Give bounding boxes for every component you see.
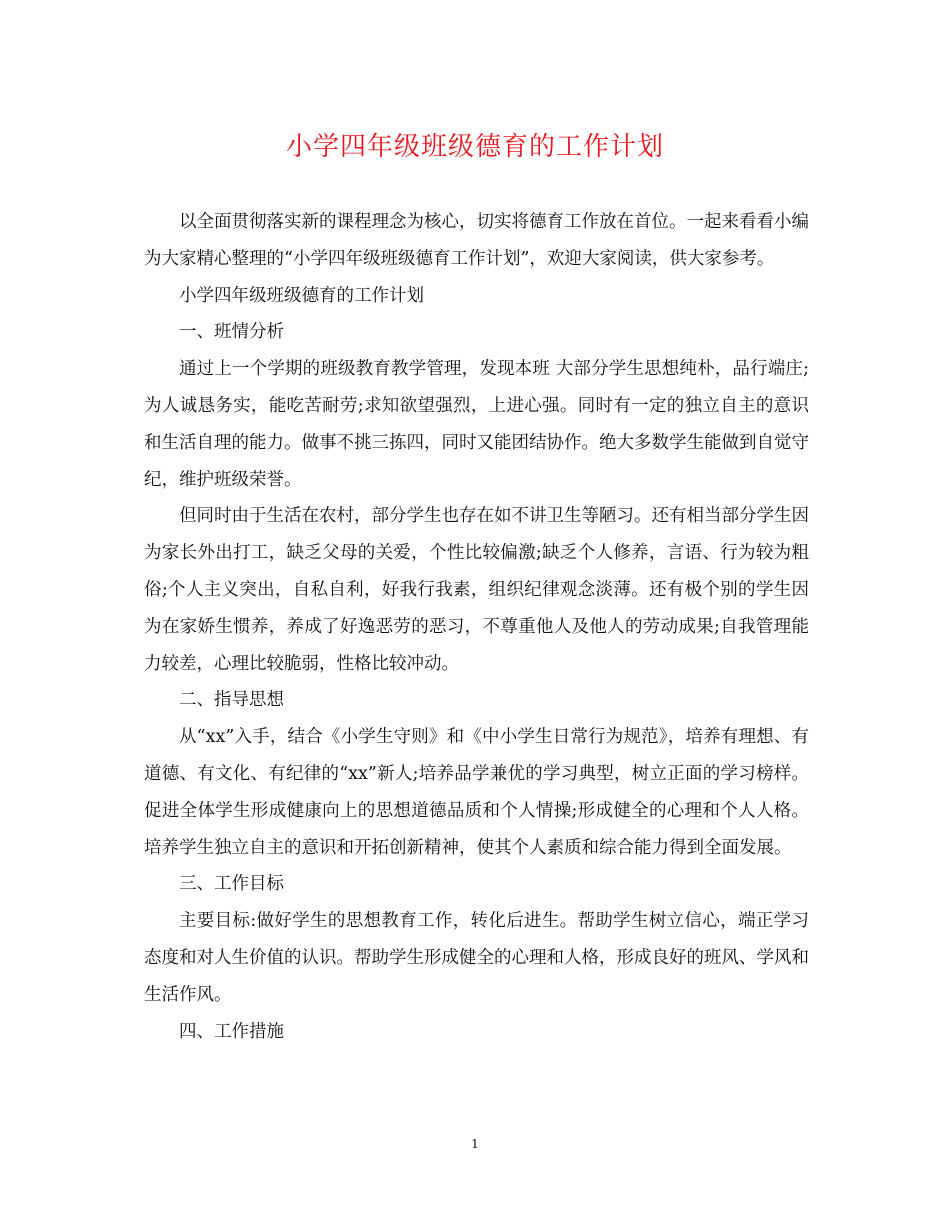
- section-heading-work-goals: 三、工作目标: [179, 874, 284, 895]
- document-body: [144, 204, 809, 1050]
- paragraph-class-analysis-1: 通过上一个学期的班级教育教学管理，发现本班 大部分学生思想纯朴，品行端庄;为人诚恳务实，能吃苦耐劳;求知欲望强烈，上进心强。同时有一定的独立自主的意识和生活自理的能力。做事不挑三拣四，同时又能团结协作。绝大多数学生能做到自觉守纪，维护班级荣誉。: [144, 359, 809, 490]
- section-heading-guiding-ideology: 二、指导思想: [179, 690, 284, 711]
- section-heading-class-analysis: 一、班情分析: [179, 322, 284, 343]
- document-title: 小学四年级班级德育的工作计划: [285, 132, 664, 162]
- paragraph-work-goals: 主要目标:做好学生的思想教育工作，转化后进生。帮助学生树立信心，端正学习态度和对人生价值的认识。帮助学生形成健全的心理和人格，形成良好的班风、学风和生活作风。: [144, 911, 809, 1005]
- paragraph-subtitle: 小学四年级班级德育的工作计划: [179, 285, 424, 306]
- paragraph-guiding-ideology: 从“xx”入手，结合《小学生守则》和《中小学生日常行为规范》，培养有理想、有道德、有文化、有纪律的“xx”新人;培养品学兼优的学习典型，树立正面的学习榜样。促进全体学生形成健康向上的思想道德品质和个人情操;形成健全的心理和个人人格。培养学生独立自主的意识和开拓创新精神，使其个人素质和综合能力得到全面发展。: [144, 727, 809, 858]
- page-number: 1: [471, 1137, 479, 1151]
- section-heading-work-measures: 四、工作措施: [179, 1021, 284, 1042]
- paragraph-class-analysis-2: 但同时由于生活在农村，部分学生也存在如不讲卫生等陋习。还有相当部分学生因为家长外出打工，缺乏父母的关爱，个性比较偏激;缺乏个人修养，言语、行为较为粗俗;个人主义突出，自私自利，好我行我素，组织纪律观念淡薄。还有极个别的学生因为在家娇生惯养，养成了好逸恶劳的恶习，不尊重他人及他人的劳动成果;自我管理能力较差，心理比较脆弱，性格比较冲动。: [144, 506, 809, 674]
- paragraph-intro: 以全面贯彻落实新的课程理念为核心，切实将德育工作放在首位。一起来看看小编为大家精心整理的“小学四年级班级德育工作计划”，欢迎大家阅读，供大家参考。: [144, 212, 809, 269]
